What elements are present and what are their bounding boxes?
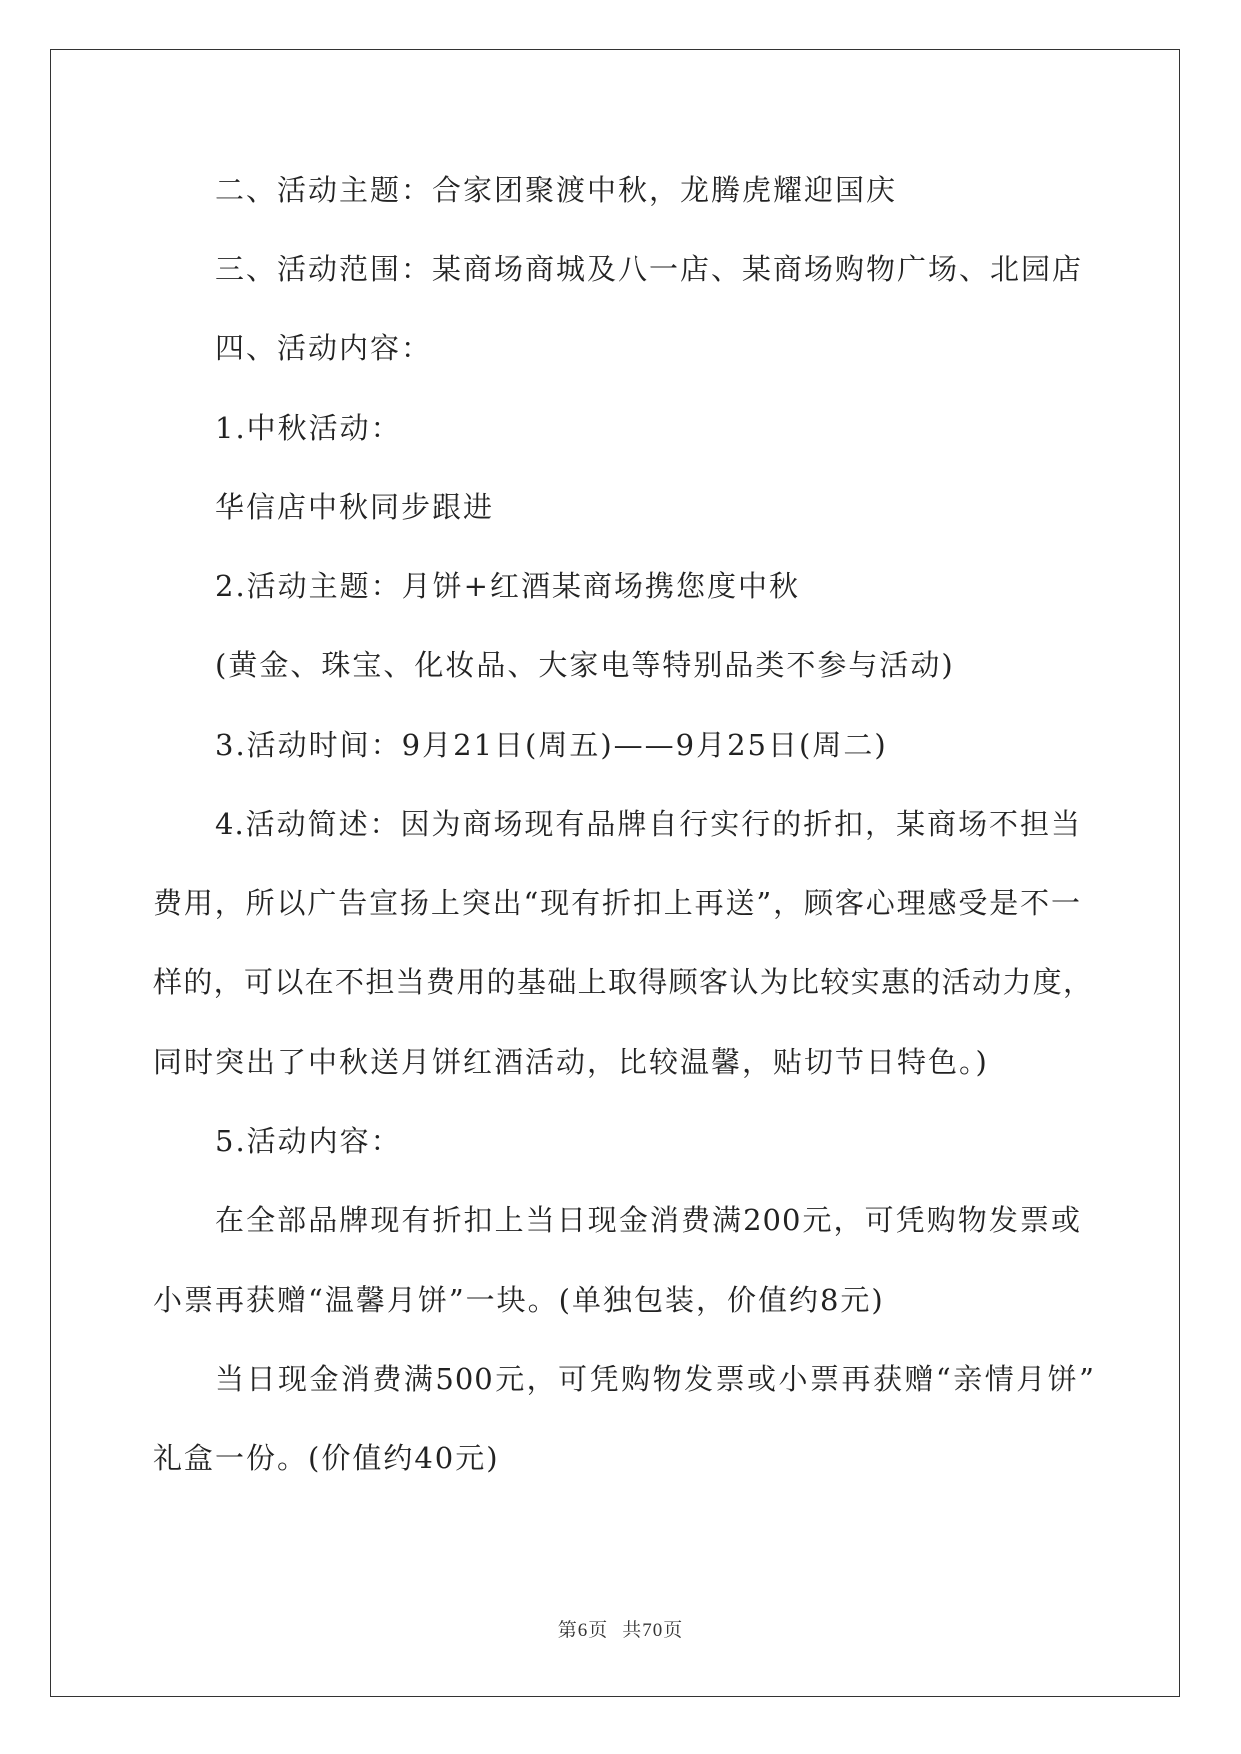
offer-200-line-1 (215, 1200, 1081, 1240)
offer-500-line-1 (215, 1359, 1095, 1399)
summary-line-1-text: 4.活动简述：因为商场现有品牌自行实行的折扣，某商场不担当 (215, 807, 1081, 841)
page-footer (0, 1615, 1241, 1642)
summary-line-3-text: 样的，可以在不担当费用的基础上取得顾客认为比较实惠的活动力度， (153, 965, 1093, 999)
exclusion-note: (黄金、珠宝、化妆品、大家电等特别品类不参与活动) (215, 648, 955, 682)
huaxin-line: 华信店中秋同步跟进 (215, 490, 495, 524)
summary-line-3 (153, 962, 1093, 1002)
summary-line-1 (215, 804, 1081, 844)
content-heading: 四、活动内容： (215, 331, 433, 365)
sub-theme-line: 2.活动主题：月饼+红酒某商场携您度中秋 (215, 569, 800, 603)
activity-content-heading: 5.活动内容： (215, 1124, 402, 1158)
time-line: 3.活动时间：9月21日(周五)——9月25日(周二) (215, 728, 888, 762)
summary-line-4: 同时突出了中秋送月饼红酒活动，比较温馨，贴切节日特色。) (153, 1045, 989, 1079)
summary-line-2 (153, 883, 1081, 923)
summary-line-2-text: 费用，所以广告宣扬上突出“现有折扣上再送”，顾客心理感受是不一 (153, 886, 1081, 920)
total-pages: 共70页 (622, 1620, 684, 1641)
offer-500-line-2: 礼盒一份。(价值约40元) (153, 1441, 500, 1475)
page-number: 第6页 (557, 1620, 609, 1641)
scope-line: 三、活动范围：某商场商城及八一店、某商场购物广场、北园店 (215, 252, 1084, 286)
theme-line: 二、活动主题：合家团聚渡中秋，龙腾虎耀迎国庆 (215, 173, 898, 207)
offer-500-line-1-text: 当日现金消费满500元，可凭购物发票或小票再获赠“亲情月饼” (215, 1362, 1095, 1396)
offer-200-line-2: 小票再获赠“温馨月饼”一块。(单独包装，价值约8元) (153, 1283, 885, 1317)
mid-autumn-heading: 1.中秋活动： (215, 411, 402, 445)
offer-200-line-1-text: 在全部品牌现有折扣上当日现金消费满200元，可凭购物发票或 (215, 1203, 1081, 1237)
